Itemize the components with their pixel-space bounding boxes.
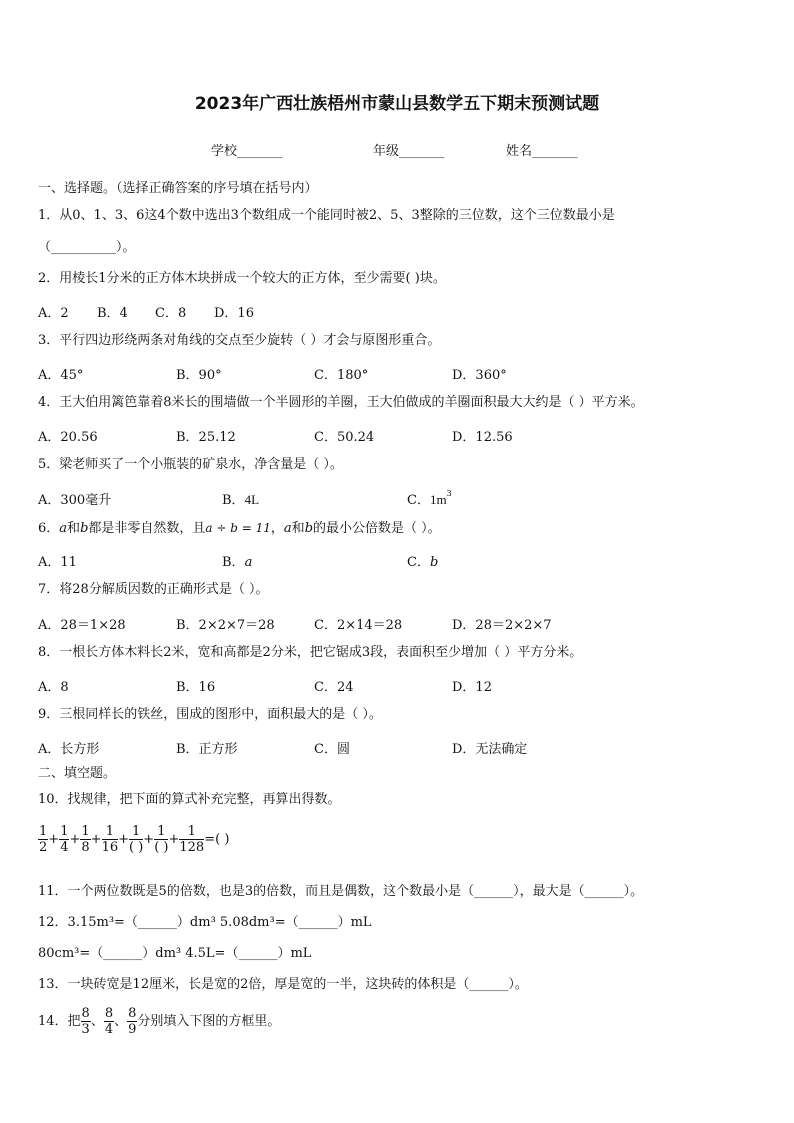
section-1-heading: 一、选择题。（选择正确答案的序号填在括号内） [38,181,318,196]
q10-plus-1: + [48,832,60,847]
q4-option-d: D．12.56 [452,430,513,445]
q6-var-a: a [59,521,68,536]
q14-fraction-2: $\frac{8}{4}$ [104,1006,114,1037]
q9-option-c: C．圆 [314,742,350,757]
q6-option-c [407,551,438,570]
name-field: 姓名_______ [506,144,578,159]
q10-formula [38,824,229,855]
q5-option-c-value: 1m [429,492,447,507]
q6-comma: ， [270,521,284,536]
q6-option-b-label: B． [222,555,245,570]
q6-var-b-2: b [304,521,314,536]
q14-separator-1: 、 [90,1014,104,1029]
q1-line2: （__________）。 [38,240,136,255]
q10-fraction-3: $\frac{1}{8}$ [81,824,90,855]
q9-option-a: A．长方形 [38,742,100,757]
q5-stem: 5．梁老师买了一个小瓶装的矿泉水，净含量是（ ）。 [38,457,343,472]
q10-fraction-6: $\frac{1}{( )}$ [154,824,169,855]
q5-option-b [222,489,259,508]
q1-line1: 1．从0、1、3、6这4个数中选出3个数组成一个能同时被2、5、3整除的三位数，这个三位数最小是 [38,208,615,223]
q5-option-c [407,489,452,508]
q10-plus-5: + [143,832,155,847]
q10-answer-blank: =( ) [204,832,230,847]
q2-stem: 2．用棱长1分米的正方体木块拼成一个较大的正方体，至少需要( )块。 [38,271,446,286]
q10-plus-6: + [168,832,180,847]
q6-option-b [222,551,252,570]
q5-option-c-label: C． [407,493,430,508]
q8-option-b: B．16 [176,680,216,695]
q6-text-and: 和 [67,521,81,536]
q14-separator-2: 、 [114,1014,128,1029]
q7-option-b: B．2×2×7＝28 [176,618,275,633]
q10-fraction-5: $\frac{1}{( )}$ [129,824,144,855]
q14-text: 分别填入下图的方框里。 [137,1014,281,1029]
q4-option-b: B．25.12 [176,430,236,445]
q2-option-c: C．8 [155,306,187,321]
q6-text-and-2: 和 [291,521,305,536]
q6-text-2: 的最小公倍数是（ ）。 [313,521,441,536]
q11-stem: 11．一个两位数既是5的倍数，也是3的倍数，而且是偶数，这个数最小是（______），最大是（______）。 [38,884,644,899]
q10-fraction-2: $\frac{1}{4}$ [60,824,69,855]
q7-option-a: A．28＝1×28 [38,618,126,633]
q13-stem: 13．一块砖宽是12厘米，长是宽的2倍，厚是宽的一半，这块砖的体积是（______）。 [38,977,528,992]
q2-option-a: A．2 [38,306,69,321]
q3-option-b: B．90° [176,368,222,383]
q10-plus-4: + [118,832,130,847]
q3-option-d: D．360° [452,368,507,383]
q4-option-c: C．50.24 [314,430,375,445]
q10-fraction-4: $\frac{1}{16}$ [101,824,119,855]
q9-option-d: D．无法确定 [452,742,528,757]
q5-option-b-value: 4L [244,492,260,507]
q3-option-a: A．45° [38,368,84,383]
q8-stem: 8．一根长方体木料长2米，宽和高都是2分米，把它锯成3段，表面积至少增加（ ）平方分米。 [38,645,583,660]
q14-fraction-3: $\frac{8}{9}$ [128,1006,137,1037]
q5-option-a: A．300毫升 [38,493,112,508]
q3-option-c: C．180° [314,368,369,383]
q12-line2: 80cm³=（______）dm³ 4.5L=（______）mL [38,946,312,961]
q2-option-b: B．4 [97,306,128,321]
q9-stem: 9．三根同样长的铁丝，围成的图形中，面积最大的是（ ）。 [38,707,382,722]
q10-plus-2: + [69,832,81,847]
page-title: 2023年广西壮族梧州市蒙山县数学五下期末预测试题 [194,94,600,114]
q8-option-c: C．24 [314,680,354,695]
grade-field: 年级_______ [373,144,445,159]
q7-option-d: D．28＝2×2×7 [452,618,552,633]
q6-option-b-var: a [244,555,253,570]
q5-option-c-exponent: 3 [446,489,452,498]
q6-expression: a ÷ b = 11 [205,521,271,535]
q10-fraction-7: $\frac{1}{128}$ [179,824,205,855]
q2-option-d: D．16 [214,306,254,321]
q14-number: 14．把 [38,1014,81,1029]
section-2-heading: 二、填空题。 [38,766,117,781]
q7-stem: 7．将28分解质因数的正确形式是（ ）。 [38,582,269,597]
q5-option-b-label: B． [222,493,245,508]
q8-option-a: A．8 [38,680,69,695]
school-field: 学校_______ [211,144,283,159]
q4-stem: 4．王大伯用篱笆靠着8米长的围墙做一个半圆形的羊圈，王大伯做成的羊圈面积最大大约是（ ）平方米。 [38,395,644,410]
q6-var-a-2: a [283,521,292,536]
q10-plus-3: + [90,832,102,847]
q6-option-c-label: C． [407,555,430,570]
q8-option-d: D．12 [452,680,492,695]
q10-fraction-1: $\frac{1}{2}$ [39,824,48,855]
q6-option-a: A．11 [38,555,77,570]
q12-line1: 12．3.15m³=（______）dm³ 5.08dm³=（______）mL [38,915,372,930]
q6-stem [38,520,441,537]
q4-option-a: A．20.56 [38,430,98,445]
q10-stem: 10．找规律，把下面的算式补充完整，再算出得数。 [38,792,341,807]
q6-option-c-var: b [429,555,439,570]
q6-number: 6． [38,521,60,536]
q6-text-1: 都是非零自然数，且 [88,521,206,536]
q7-option-c: C．2×14＝28 [314,618,403,633]
q9-option-b: B．正方形 [176,742,238,757]
q6-var-b: b [80,521,89,536]
q14-fraction-1: $\frac{8}{3}$ [81,1006,90,1037]
q3-stem: 3．平行四边形绕两条对角线的交点至少旋转（ ）才会与原图形重合。 [38,333,441,348]
q14-stem [38,1006,280,1037]
